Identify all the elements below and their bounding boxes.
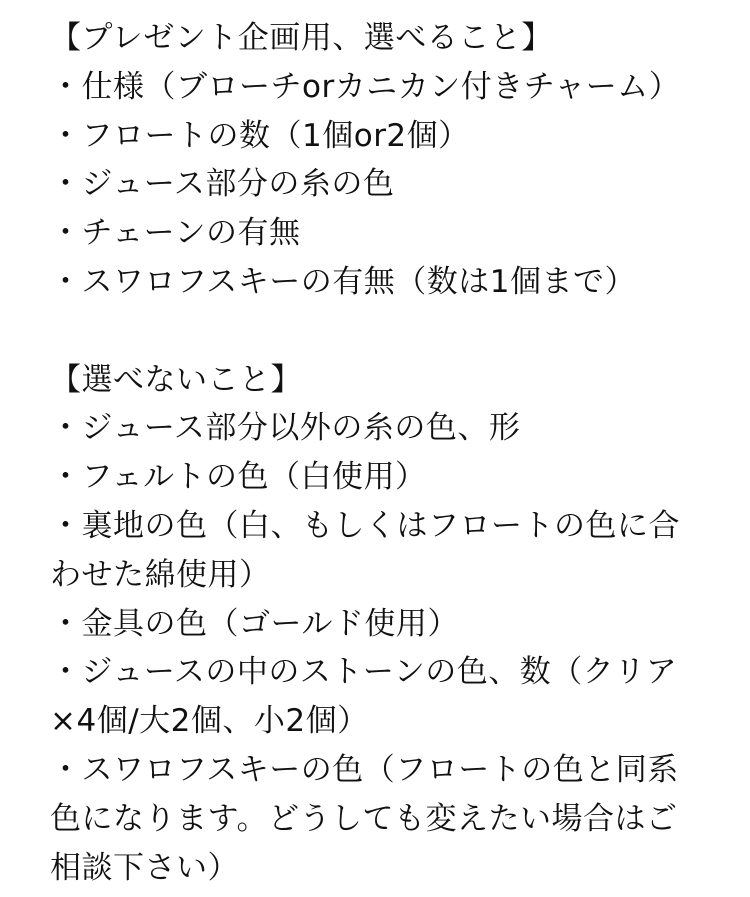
list-item-continuation: わせた綿使用） bbox=[50, 556, 271, 593]
blank-line bbox=[50, 307, 710, 356]
section-heading-not-selectable: 【選べないこと】 bbox=[50, 361, 302, 398]
list-item: ・フェルトの色（白使用） bbox=[50, 459, 427, 496]
list-item: ・スワロフスキーの有無（数は1個まで） bbox=[50, 263, 636, 300]
section-heading-selectable: 【プレゼント企画用、選べること】 bbox=[50, 20, 553, 56]
list-item: ・ジュース部分の糸の色 bbox=[50, 166, 395, 203]
list-item: ・ジュースの中のストーンの色、数（クリア bbox=[50, 654, 678, 691]
list-item-continuation: ×4個/大2個、小2個） bbox=[50, 703, 369, 740]
list-item: ・裏地の色（白、もしくはフロートの色に合 bbox=[50, 507, 680, 544]
list-item-continuation: 色になります。どうしても変えたい場合はご bbox=[50, 800, 678, 837]
list-item: ・スワロフスキーの色（フロートの色と同系 bbox=[50, 751, 679, 788]
list-item: ・ジュース部分以外の糸の色、形 bbox=[50, 410, 521, 447]
list-item: ・フロートの数（1個or2個） bbox=[50, 117, 470, 154]
list-item: ・金具の色（ゴールド使用） bbox=[50, 605, 459, 642]
list-item: ・仕様（ブローチorカニカン付きチャーム） bbox=[50, 68, 681, 105]
list-item-continuation: 相談下さい） bbox=[50, 849, 239, 886]
list-item: ・チェーンの有無 bbox=[50, 215, 301, 252]
